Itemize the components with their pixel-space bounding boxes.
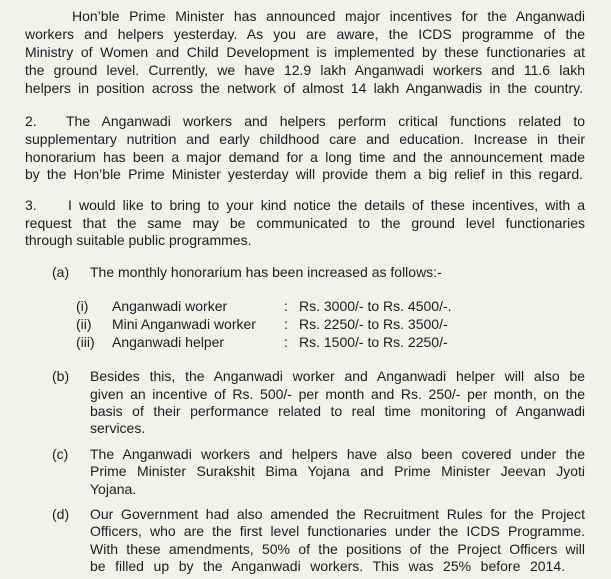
paragraph-1-line: workers and helpers yesterday. As you are aware, the ICDS programme of the [25, 26, 585, 42]
row-number: (ii) [76, 316, 92, 332]
row-colon: : [284, 298, 288, 314]
paragraph-2-line: honorarium has been a major demand for a long time and the announcement made [25, 149, 585, 165]
row-role: Anganwadi worker [112, 298, 228, 314]
row-amount: Rs. 2250/- to Rs. 3500/- [299, 316, 448, 332]
item-d-line: Officers, who are the first level functionaries under the ICDS Programme. [90, 523, 585, 539]
row-number: (iii) [76, 334, 95, 350]
item-c-line: The Anganwadi workers and helpers have also been covered under the [90, 446, 585, 462]
item-d-line: be filled up by the Anganwadi workers. This was 25% before 2014. [90, 558, 565, 574]
row-role: Anganwadi helper [112, 334, 225, 350]
paragraph-2-line: The Anganwadi workers and helpers perform critical functions related to [66, 113, 585, 129]
item-b-line: given an incentive of Rs. 500/- per month and Rs. 250/- per month, on the [90, 386, 585, 402]
paragraph-1-line: the ground level. Currently, we have 12.9 lakh Anganwadi workers and 11.6 lakh [25, 62, 585, 78]
item-d-line: With these amendments, 50% of the positions of the Project Officers will [90, 541, 585, 557]
paragraph-3-number: 3. [25, 197, 37, 213]
item-d-label: (d) [52, 506, 70, 522]
item-b-line: Besides this, the Anganwadi worker and Anganwadi helper will also be [90, 368, 585, 384]
item-c-line: Prime Minister Surakshit Bima Yojana and Prime Minister Jeevan Jyoti [90, 463, 585, 479]
paragraph-3-line: I would like to bring to your kind notice the details of these incentives, with a [68, 197, 585, 213]
row-role: Mini Anganwadi worker [112, 316, 256, 332]
paragraph-3-line: through suitable public programmes. [25, 232, 252, 248]
paragraph-2-number: 2. [25, 113, 37, 129]
paragraph-3-line: request that the same may be communicated to the ground level functionaries [25, 215, 585, 231]
item-d-line: Our Government had also amended the Recruitment Rules for the Project [90, 506, 585, 522]
row-colon: : [284, 334, 288, 350]
item-b-line: basis of their performance related to real time monitoring of Anganwadi [90, 403, 585, 419]
item-b-line: services. [90, 420, 146, 436]
row-amount: Rs. 3000/- to Rs. 4500/-. [299, 298, 452, 314]
row-amount: Rs. 1500/- to Rs. 2250/- [299, 334, 448, 350]
item-a-text: The monthly honorarium has been increased as follows:- [90, 264, 442, 280]
paragraph-1-line: helpers in position across the network of almost 14 lakh Anganwadis in the country. [25, 80, 583, 96]
paragraph-2-line: by the Hon’ble Prime Minister yesterday will provide them a big relief in this regard. [25, 166, 583, 182]
item-c-label: (c) [52, 446, 69, 462]
paragraph-1-line: Ministry of Women and Child Development is implemented by these functionaries at [25, 44, 585, 60]
item-c-line: Yojana. [90, 481, 137, 497]
item-b-label: (b) [52, 368, 70, 384]
paragraph-1-line: Hon’ble Prime Minister has announced major incentives for the Anganwadi [72, 8, 585, 24]
row-colon: : [284, 316, 288, 332]
paragraph-2-line: supplementary nutrition and early childhood care and education. Increase in their [25, 131, 585, 147]
row-number: (i) [76, 298, 89, 314]
item-a-label: (a) [52, 264, 70, 280]
